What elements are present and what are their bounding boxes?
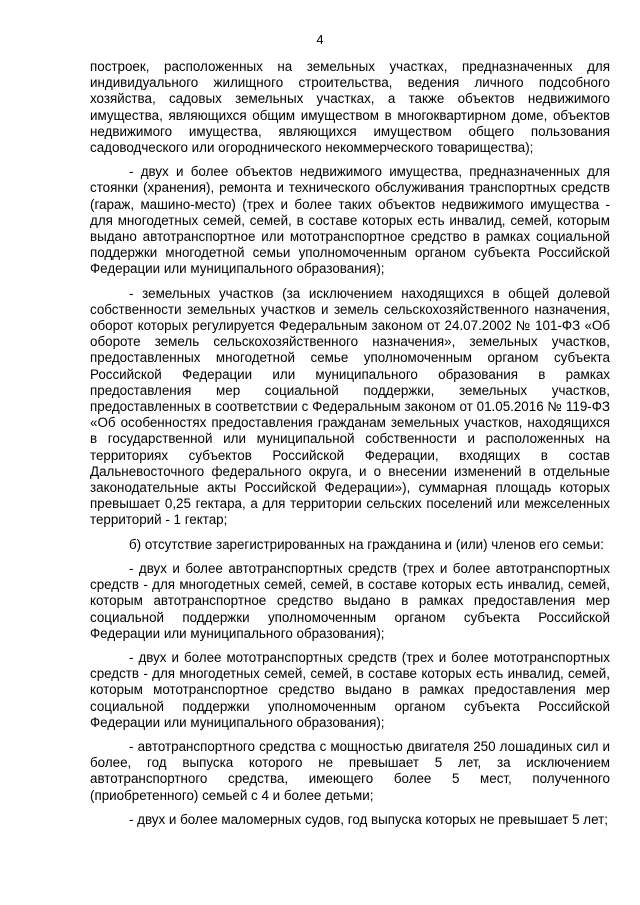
paragraph-motor-vehicles: - двух и более автотранспортных средств (трех и более автотранспортных средств - для многодетных семей, семей, в составе которых есть инвалид, семей, которым автотранспортное средство выдано в рамках предоставления мер социальной поддержки уполномоченным органом субъекта Российской Федерации или муниципального образования); (90, 560, 610, 641)
document-body (90, 59, 610, 836)
paragraph-subsection-b: б) отсутствие зарегистрированных на гражданина и (или) членов его семьи: (129, 536, 604, 552)
paragraph-garages: - двух и более объектов недвижимого имущества, предназначенных для стоянки (хранения), ремонта и технического обслуживания транспортных средств (гараж, машино-место) (трех и более таких объектов недвижимого имущества - для многодетных семей, семей, в составе которых есть инвалид, семей, которым выдано автотранспортное или мототранспортное средство в рамках социальной поддержки многодетной семьи уполномоченным органом субъекта Российской Федерации или муниципального образования); (90, 164, 610, 277)
paragraph-continuation: построек, расположенных на земельных участках, предназначенных для индивидуального жилищного строительства, ведения личного подсобного хозяйства, садовых земельных участках, а также объектов недвижимого имущества, являющихся общим имуществом в многоквартирном доме, объектов недвижимого имущества, являющихся имуществом общего пользования садоводческого или огороднического некоммерческого товарищества); (90, 59, 610, 156)
paragraph-small-vessels: - двух и более маломерных судов, год выпуска которых не превышает 5 лет; (129, 811, 608, 827)
paragraph-land-plots: - земельных участков (за исключением находящихся в общей долевой собственности земельных участков и земель сельскохозяйственного назначения, оборот которых регулируется Федеральным законом от 24.07.2002 № 101-ФЗ «Об обороте земель сельскохозяйственного назначения», земельных участков, предоставленных многодетной семье уполномоченным органом субъекта Российской Федерации или муниципального образования в рамках предоставления мер социальной поддержки, земельных участков, предоставленных в соответствии с Федеральным законом от 01.05.2016 № 119-ФЗ «Об особенностях предоставления гражданам земельных участков, находящихся в государственной или муниципальной собственности и расположенных на территориях субъектов Российской Федерации, входящих в состав Дальневосточного федерального округа, и о внесении изменений в отдельные законодательные акты Российской Федерации»), суммарная площадь которых превышает 0,25 гектара, а для территории сельских поселений или межселенных территорий - 1 гектар; (90, 285, 610, 528)
paragraph-engine-power: - автотранспортного средства с мощностью двигателя 250 лошадиных сил и более, год выпуска которого не превышает 5 лет, за исключением автотранспортного средства, имеющего более 5 мест, полученного (приобретенного) семьей с 4 и более детьми; (90, 738, 610, 803)
paragraph-motorcycles: - двух и более мототранспортных средств (трех и более мототранспортных средств - для многодетных семей, семей, в составе которых есть инвалид, семей, которым мототранспортное средство выдано в рамках предоставления мер социальной поддержки уполномоченным органом субъекта Российской Федерации или муниципального образования); (90, 649, 610, 730)
page-number: 4 (316, 32, 324, 47)
